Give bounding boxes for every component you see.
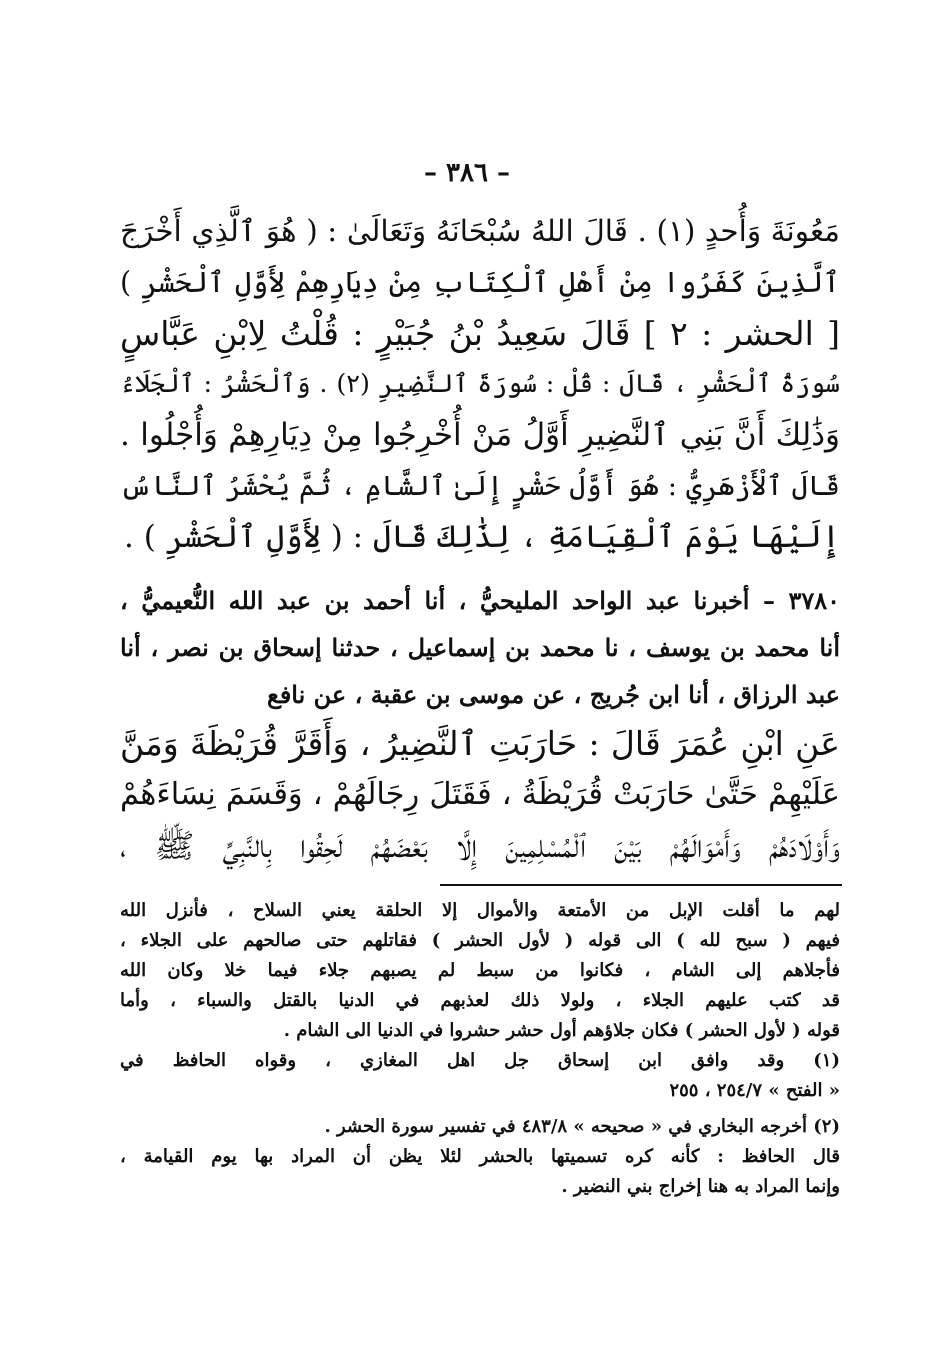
footnote-line: (٢) أخرجه البخاري في « صحيحه » ٤٨٣/٨ في تفسير سورة الحشر . bbox=[324, 1116, 840, 1137]
footnote-2 bbox=[120, 1112, 840, 1202]
page-number: – ٣٨٦ – bbox=[423, 158, 511, 188]
main-text-line: سُورَةُ ٱلْحَشْرِ ، قَالَ : قُلْ : سُورَةَ ٱلنَّضِيرِ (٢) . وَٱلْحَشْرُ : ٱلْجَلَاءُ bbox=[120, 369, 840, 399]
hadith-isnad bbox=[120, 577, 840, 718]
footnote-line: لهم ما أقلت الإبل من الأمتعة والأموال إلا الحلقة يعني السلاح ، فأنزل الله bbox=[120, 900, 840, 921]
footnote-line: « الفتح » ٢٥٤/٧ ، ٢٥٥ bbox=[669, 1080, 840, 1101]
isnad-line: أنا محمد بن يوسف ، نا محمد بن إسماعيل ، حدثنا إسحاق بن نصر ، أنا bbox=[120, 633, 840, 662]
footnote-1 bbox=[120, 1046, 840, 1106]
main-text-line: مَعُونَةَ وَأُحدٍ (١) . قَالَ اللهُ سُبْحَانَهُ وَتَعَالَىٰ : ( هُوَ ٱلَّذِي أَخْرَجَ bbox=[120, 214, 840, 248]
main-text-line: ٱلَّذِينَ كَفَرُوا مِنْ أَهْلِ ٱلْكِتَابِ مِنْ دِيَارِهِمْ لِأَوَّلِ ٱلْحَشْرِ ) bbox=[120, 266, 840, 299]
footnote-line: فأجلاهم إلى الشام ، فكانوا من سبط لم يصبهم جلاء فيما خلا وكان الله bbox=[120, 960, 840, 981]
footnote-separator bbox=[440, 884, 842, 886]
footnote-line: قال الحافظ : كأنه كره تسميتها بالحشر لئلا يظن أن المراد بها يوم القيامة ، bbox=[120, 1146, 840, 1167]
main-text-line: إِلَيْهَا يَوْمَ ٱلْقِيَامَةِ ، لِذَٰلِكَ قَالَ : ( لِأَوَّلِ ٱلْحَشْرِ ) . bbox=[124, 519, 840, 555]
main-text bbox=[120, 206, 840, 563]
main-text-line: قَالَ ٱلْأَزْهَرِيُّ : هُوَ أَوَّلُ حَشْرٍ إِلَىٰ ٱلشَّامِ ، ثُمَّ يُحْشَرُ ٱلنَّاسُ bbox=[120, 470, 840, 502]
footnotes bbox=[120, 896, 840, 1202]
footnote-line: (١) وقد وافق ابن إسحاق جل اهل المغازي ، وقواه الحافظ في bbox=[120, 1050, 840, 1071]
isnad-line: عبد الرزاق ، أنا ابن جُريج ، عن موسى بن عقبة ، عن نافع bbox=[267, 680, 840, 709]
main-text-line: [ الحشر : ٢ ] قَالَ سَعِيدُ بْنُ جُبَيْرٍ : قُلْتُ لِابْنِ عَبَّاسٍ bbox=[120, 314, 840, 353]
hadith-matn bbox=[120, 718, 840, 871]
matn-line: عَلَيْهِمْ حَتَّىٰ حَارَبَتْ قُرَيْظَةُ ، فَقَتَلَ رِجَالَهُمْ ، وَقَسَمَ نِسَاءَهُمْ bbox=[120, 777, 840, 812]
main-text-line: وَذَٰلِكَ أَنَّ بَنِي ٱلنَّضِيرِ أَوَّلُ مَنْ أُخْرِجُوا مِنْ دِيَارِهِمْ وَأُجْلُوا . bbox=[120, 417, 840, 453]
isnad-line: ٣٧٨٠ – أخبرنا عبد الواحد المليحيُّ ، أنا أحمد بن عبد الله النُّعيميُّ ، bbox=[120, 586, 840, 615]
matn-line: عَنِ ابْنِ عُمَرَ قَالَ : حَارَبَتِ ٱلنَّضِيرُ ، وَأَقَرَّ قُرَيْظَةَ وَمَنَّ bbox=[120, 724, 840, 763]
matn-line: وَأَوْلَادَهُمْ وَأَمْوَالَهُمْ بَيْنَ ٱلْمُسْلِمِينَ إِلَّا بَعْضَهُمْ لَحِقُوا بِالنَّبِيِّ ﷺ ، bbox=[120, 826, 840, 865]
footnote-line: قوله ( لأول الحشر ) فكان جلاؤهم أول حشر حشروا في الدنيا الى الشام . bbox=[283, 1020, 840, 1041]
footnote-continuation bbox=[120, 896, 840, 1046]
footnote-line: وإنما المراد به هنا إخراج بني النضير . bbox=[561, 1176, 840, 1197]
footnote-line: قد كتب عليهم الجلاء ، ولولا ذلك لعذبهم في الدنيا بالقتل والسباء ، وأما bbox=[120, 990, 840, 1011]
footnote-line: فيهم ( سبح لله ) الى قوله ( لأول الحشر ) فقاتلهم حتى صالحهم على الجلاء ، bbox=[120, 930, 840, 951]
